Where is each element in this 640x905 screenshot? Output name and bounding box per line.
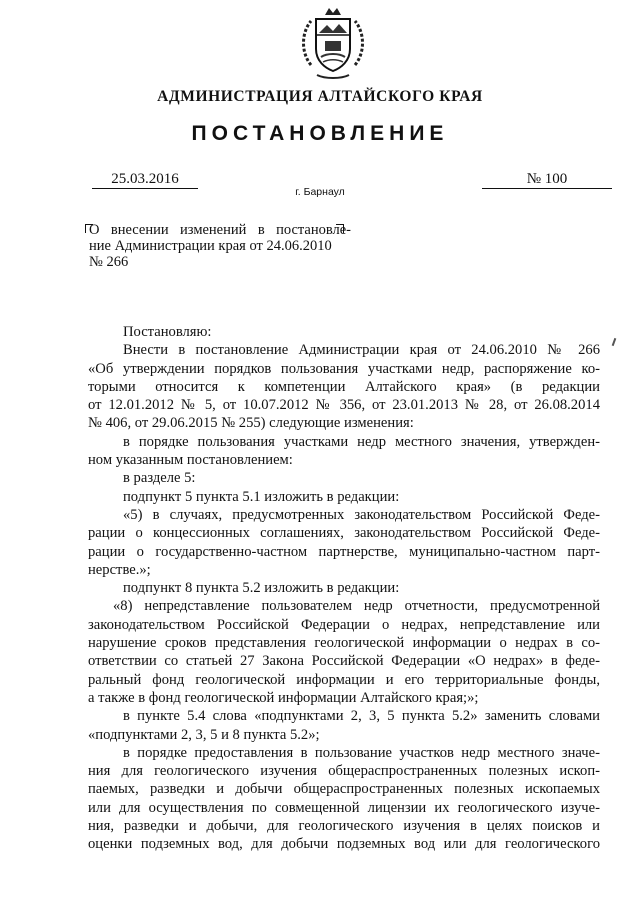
subject-line: № 266	[89, 254, 129, 270]
coat-of-arms-emblem	[297, 5, 369, 83]
organization-title: АДМИНИСТРАЦИЯ АЛТАЙСКОГО КРАЯ	[157, 88, 483, 105]
body-line: ральный фонд геологической информации и его территориальные фонды,	[88, 671, 600, 688]
document-subject	[89, 222, 351, 270]
body-line: или для осуществления по совмещенной лицензии их геологического изуче-	[88, 799, 600, 816]
body-line: ния, разведки и добычи, для геологического изучения в целях поисков и	[88, 818, 600, 835]
body-line: законодательством Российской Федерации о недрах, непредставление или	[88, 616, 600, 633]
body-line: Постановляю:	[123, 324, 212, 340]
body-line: торыми относится к компетенции Алтайского края» (в редакции	[88, 378, 600, 395]
body-line: от 12.01.2012 № 5, от 10.07.2012 № 356, от 23.01.2013 № 28, от 26.08.2014	[88, 397, 600, 414]
body-line: а также в фонд геологической информации Алтайского края;»;	[88, 689, 479, 706]
body-line: рации о государственно-частном партнерстве, муниципально-частном парт-	[88, 543, 600, 560]
body-line: в пункте 5.4 слова «подпунктами 2, 3, 5 пункта 5.2» заменить словами	[123, 708, 600, 725]
body-line: рации о концессионных соглашениях, законодательством Российской Феде-	[88, 525, 600, 542]
body-line: в порядке предоставления в пользование участков недр местного значе-	[123, 744, 600, 761]
document-type-title: ПОСТАНОВЛЕНИЕ	[191, 122, 449, 145]
body-line: № 406, от 29.06.2015 № 255) следующие изменения:	[88, 415, 414, 432]
body-line: «подпунктами 2, 3, 5 и 8 пункта 5.2»;	[88, 726, 320, 743]
body-line: «5) в случаях, предусмотренных законодательством Российской Феде-	[123, 506, 600, 523]
body-line: нерстве.»;	[88, 561, 151, 578]
document-number: № 100	[482, 171, 612, 189]
document-city: г. Барнаул	[295, 186, 345, 198]
body-line: подпункт 5 пункта 5.1 изложить в редакции:	[123, 488, 400, 505]
body-line: «8) непредставление пользователем недр отчетности, предусмотренной	[113, 598, 600, 615]
body-line: ном указанным постановлением:	[88, 452, 293, 469]
body-line: паемых, разведки и добычи общераспространенных полезных ископаемых	[88, 781, 600, 798]
body-line: оценки подземных вод, для добычи подземных вод или для геологического	[88, 836, 600, 853]
document-date: 25.03.2016	[92, 171, 198, 189]
body-line: ния для геологического изучения общераспространенных полезных ископ-	[88, 763, 600, 780]
body-line: ответствии со статьей 27 Закона Российской Федерации «О недрах» в феде-	[88, 653, 600, 670]
body-line: Внести в постановление Администрации края от 24.06.2010 № 266	[123, 342, 600, 359]
body-line: в разделе 5:	[123, 470, 196, 487]
document-body	[88, 323, 600, 854]
body-line: подпункт 8 пункта 5.2 изложить в редакции:	[123, 580, 400, 597]
subject-line: ние Администрации края от 24.06.2010	[89, 238, 332, 254]
subject-line: О внесении изменений в постановле-	[89, 222, 351, 238]
body-line: «Об утверждении порядков пользования участками недр, распоряжение ко-	[88, 360, 600, 377]
margin-mark	[612, 338, 617, 346]
body-line: в порядке пользования участками недр местного значения, утвержден-	[123, 433, 600, 450]
body-line: нарушение сроков представления геологической информации о недрах в со-	[88, 635, 600, 652]
